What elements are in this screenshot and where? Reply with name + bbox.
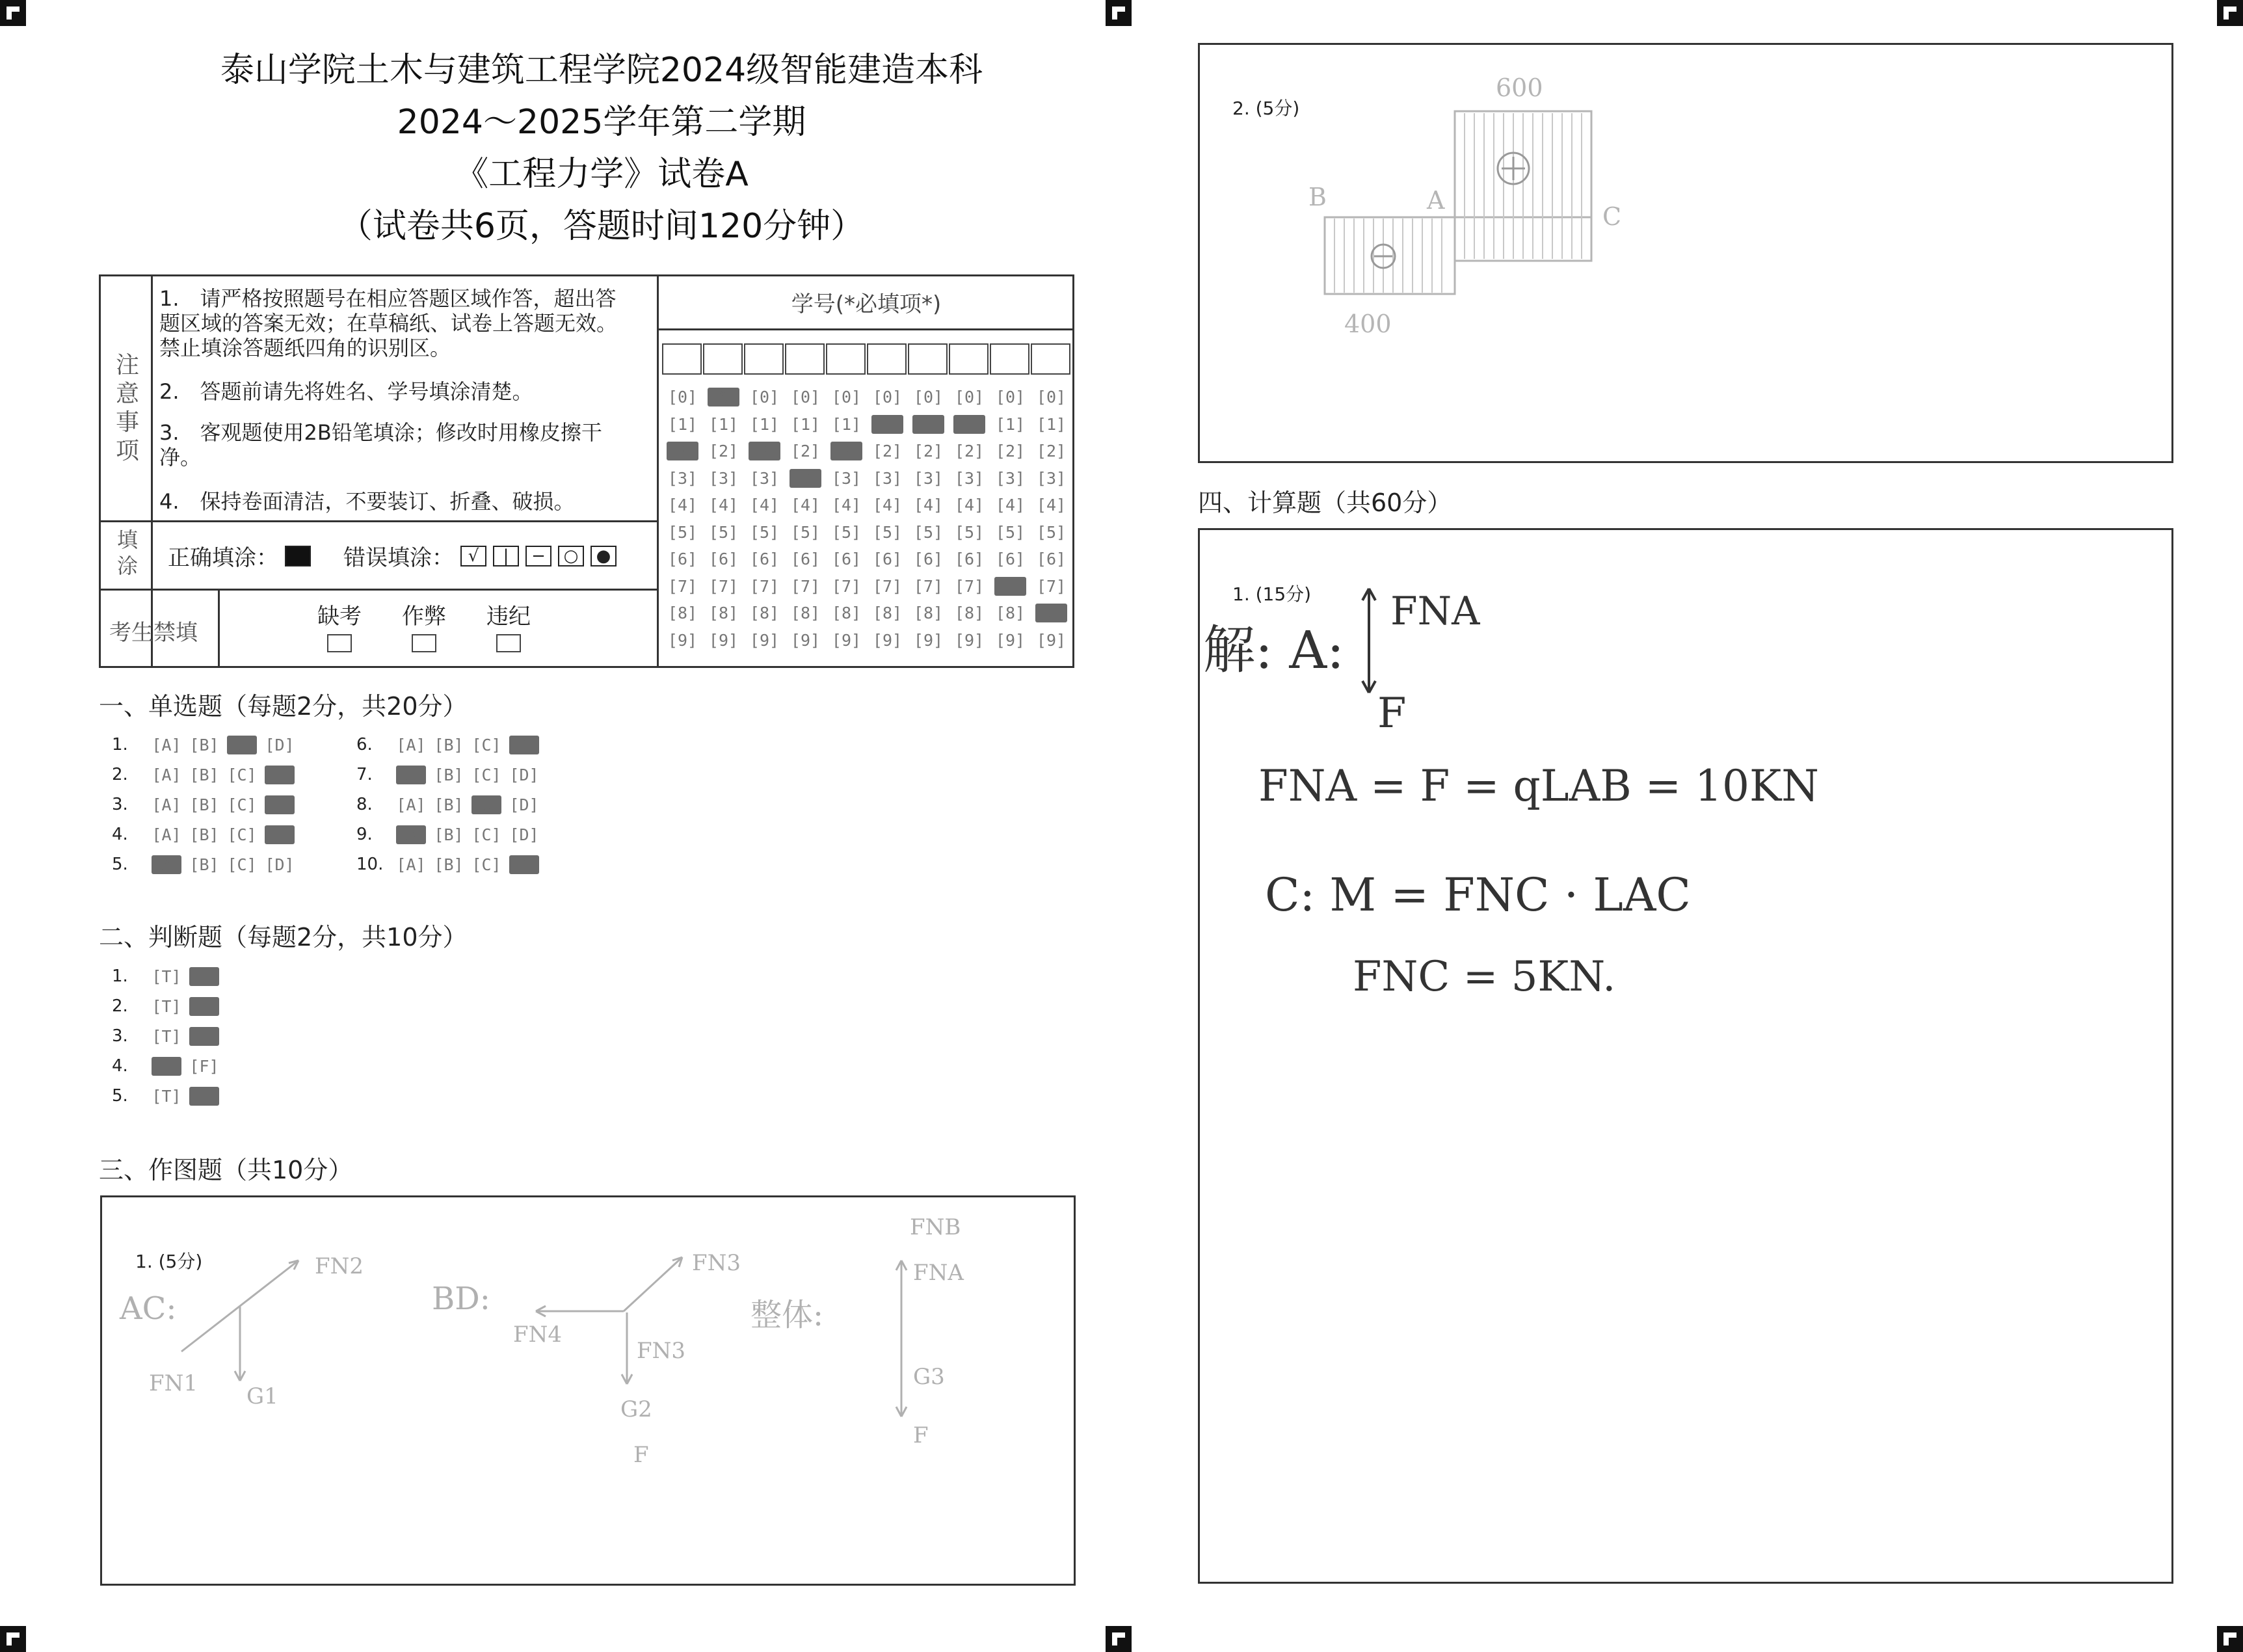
force-label: F (633, 1442, 649, 1468)
calc-line-solution: 解: A: (1203, 620, 1345, 680)
calc-force-f: F (1377, 689, 1407, 738)
student-id-bubble[interactable]: [1] (995, 414, 1026, 434)
student-id-cells[interactable] (662, 343, 1072, 375)
student-id-bubble[interactable]: [9] (790, 630, 821, 650)
ban-item-absent: 缺考 (317, 604, 362, 630)
force-label: G3 (913, 1364, 945, 1390)
info-table-divider (218, 589, 220, 667)
student-id-bubble[interactable]: [0] (1036, 388, 1067, 406)
student-id-title: 学号(*必填项*) (791, 291, 942, 317)
single-choice-question (112, 735, 299, 754)
student-id-bubble[interactable]: [0] (749, 388, 780, 406)
info-table-divider (99, 589, 658, 591)
answer-bubble[interactable]: [B] (189, 735, 219, 754)
true-false-question (112, 996, 223, 1016)
force-label: FN4 (513, 1322, 562, 1348)
drawing-part-whole: 整体: (750, 1297, 824, 1333)
student-id-bubble[interactable]: [2] (995, 442, 1026, 460)
student-id-bubble[interactable]: [7] (749, 576, 780, 596)
fill-wrong-sample: − (525, 546, 551, 566)
force-label: G1 (246, 1383, 278, 1409)
section-drawing: 三、作图题（共10分） (99, 1156, 353, 1184)
student-id-bubble[interactable]: [1] (749, 414, 780, 434)
student-id-bubble[interactable]: [8] (708, 604, 739, 622)
student-id-bubble[interactable]: [0] (913, 388, 944, 406)
diagram-label-c: C (1602, 202, 1622, 231)
force-label: G2 (620, 1396, 652, 1422)
answer-bubble[interactable]: [T] (152, 1026, 181, 1046)
student-id-bubble[interactable]: [6] (708, 550, 739, 568)
drawing-q2-label: 2. (5分) (1232, 98, 1300, 119)
student-id-bubble[interactable]: [7] (790, 576, 821, 596)
answer-bubble[interactable]: [T] (152, 1056, 181, 1076)
force-label: FN3 (637, 1338, 685, 1364)
question-number: 6. (356, 735, 373, 754)
student-id-bubble[interactable]: [0] (872, 388, 903, 406)
calc-line-equation-2: C: M = FNC · LAC (1265, 868, 1691, 922)
answer-bubble[interactable]: [C] (471, 735, 501, 754)
question-number: 2. (112, 996, 128, 1016)
student-id-cell[interactable] (908, 343, 948, 375)
exam-title-line4: （试卷共6页，答题时间120分钟） (338, 207, 865, 246)
student-id-bubble[interactable]: [6] (831, 550, 862, 568)
student-id-bubble[interactable]: [5] (790, 522, 821, 542)
answer-bubble[interactable]: [C] (227, 765, 257, 784)
answer-bubble[interactable]: [D] (265, 735, 295, 754)
answer-bubble[interactable]: [A] (396, 825, 426, 844)
question-number: 10. (356, 855, 384, 874)
single-choice-question (356, 855, 543, 874)
force-label: FNA (913, 1260, 964, 1286)
student-id-bubble[interactable]: [9] (667, 630, 698, 650)
student-id-bubble[interactable]: [6] (749, 550, 780, 568)
ban-checkbox-violation[interactable] (496, 634, 521, 652)
diagram-label-b: B (1308, 183, 1327, 211)
fill-wrong-sample: ○ (558, 546, 584, 566)
student-id-bubble[interactable]: [5] (872, 522, 903, 542)
corner-marker-bottom-right (2217, 1626, 2243, 1652)
answer-bubble[interactable]: [A] (152, 825, 181, 844)
answer-bubble[interactable]: [C] (227, 825, 257, 844)
answer-bubble[interactable]: [F] (189, 966, 219, 986)
info-table-divider (657, 328, 1074, 330)
question-number: 3. (112, 1026, 128, 1046)
student-id-bubble[interactable]: [9] (831, 630, 862, 650)
answer-bubble[interactable]: [B] (189, 855, 219, 874)
question-number: 7. (356, 765, 373, 784)
student-id-bubble[interactable]: [5] (913, 522, 944, 542)
answer-bubble[interactable]: [C] (227, 795, 257, 814)
student-id-bubble[interactable]: [7] (1036, 576, 1067, 596)
student-id-bubble[interactable]: [1] (954, 414, 985, 434)
answer-bubble[interactable]: [D] (265, 765, 295, 784)
force-label: FN3 (692, 1250, 741, 1276)
calc-line-equation-1: FNA = F = qLAB = 10KN (1258, 761, 1820, 811)
student-id-bubble[interactable]: [1] (790, 414, 821, 434)
fill-correct-sample (285, 546, 311, 566)
student-id-bubble[interactable]: [6] (954, 550, 985, 568)
fill-correct-label: 正确填涂： (168, 545, 278, 571)
question-number: 5. (112, 1086, 128, 1106)
answer-bubble[interactable]: [C] (471, 855, 501, 874)
answer-bubble[interactable]: [B] (434, 825, 464, 844)
student-id-bubble[interactable]: [5] (954, 522, 985, 542)
drawing-q1-label: 1. (5分) (135, 1251, 203, 1272)
answer-bubble[interactable]: [D] (509, 765, 539, 784)
single-choice-question (112, 765, 299, 784)
notice-item-3: 3. 客观题使用2B铅笔填涂；修改时用橡皮擦干净。 (159, 420, 602, 470)
student-id-bubble[interactable]: [5] (831, 522, 862, 542)
force-label: F (913, 1422, 929, 1448)
notice-item-2: 2. 答题前请先将姓名、学号填涂清楚。 (159, 379, 533, 404)
single-choice-question (112, 795, 299, 814)
student-id-bubble[interactable]: [3] (995, 468, 1026, 488)
student-id-bubble[interactable]: [4] (749, 496, 780, 514)
corner-marker-top-center (1106, 0, 1132, 26)
student-id-bubble[interactable]: [4] (913, 496, 944, 514)
ban-checkbox-cheat[interactable] (412, 634, 436, 652)
student-id-bubble[interactable]: [3] (749, 468, 780, 488)
section-true-false: 二、判断题（每题2分，共10分） (99, 923, 468, 952)
corner-marker-bottom-center (1106, 1626, 1132, 1652)
answer-bubble[interactable]: [B] (434, 735, 464, 754)
calculation-q1-panel[interactable] (1198, 528, 2173, 1584)
student-id-bubble[interactable]: [2] (667, 442, 698, 460)
single-choice-question (356, 825, 543, 844)
answer-bubble[interactable]: [A] (396, 765, 426, 784)
student-id-bubble[interactable]: [6] (995, 550, 1026, 568)
exam-title-line3: 《工程力学》试卷A (455, 155, 749, 194)
question-number: 5. (112, 855, 128, 874)
single-choice-question (112, 825, 299, 844)
notice-item-4: 4. 保持卷面清洁，不要装订、折叠、破损。 (159, 489, 575, 514)
student-id-bubble[interactable]: [2] (708, 442, 739, 460)
fill-wrong-label: 错误填涂： (343, 545, 454, 571)
student-id-bubble[interactable]: [7] (913, 576, 944, 596)
answer-bubble[interactable]: [D] (265, 795, 295, 814)
student-id-bubble[interactable]: [2] (1036, 442, 1067, 460)
student-id-cell[interactable] (744, 343, 784, 375)
student-id-bubble[interactable]: [2] (954, 442, 985, 460)
student-id-bubble[interactable]: [8] (790, 604, 821, 622)
student-id-row (662, 546, 1072, 573)
single-choice-question (112, 855, 299, 874)
calculation-q1-label: 1. (15分) (1232, 583, 1312, 605)
answer-bubble[interactable]: [F] (189, 1056, 219, 1076)
answer-bubble[interactable]: [B] (189, 795, 219, 814)
answer-bubble[interactable]: [A] (396, 855, 426, 874)
student-id-bubble[interactable]: [4] (831, 496, 862, 514)
corner-marker-top-left (0, 0, 26, 26)
drawing-part-ac: AC: (120, 1290, 177, 1327)
corner-marker-bottom-left (0, 1626, 26, 1652)
fill-wrong-sample: √ (460, 546, 486, 566)
student-id-bubble[interactable]: [8] (995, 604, 1026, 622)
info-table-divider (657, 274, 659, 668)
answer-bubble[interactable]: [A] (152, 765, 181, 784)
student-id-bubble[interactable]: [5] (708, 522, 739, 542)
true-false-question (112, 1026, 223, 1046)
answer-bubble[interactable]: [A] (152, 795, 181, 814)
question-number: 9. (356, 825, 373, 844)
answer-bubble[interactable]: [A] (152, 855, 181, 874)
single-choice-question (356, 765, 543, 784)
question-number: 2. (112, 765, 128, 784)
student-id-bubble[interactable]: [9] (995, 630, 1026, 650)
diagram-label-bottom: 400 (1344, 310, 1392, 338)
student-id-bubble[interactable]: [7] (995, 576, 1026, 596)
answer-bubble[interactable]: [T] (152, 996, 181, 1016)
true-false-question (112, 1056, 223, 1076)
answer-bubble[interactable]: [D] (265, 855, 295, 874)
student-id-bubble[interactable]: [1] (708, 414, 739, 434)
exam-title-line2: 2024～2025学年第二学期 (397, 103, 806, 142)
answer-bubble[interactable]: [D] (509, 825, 539, 844)
student-id-bubble[interactable]: [2] (749, 442, 780, 460)
student-id-bubble[interactable]: [2] (913, 442, 944, 460)
student-id-bubble[interactable]: [1] (667, 414, 698, 434)
student-id-row (662, 492, 1072, 519)
student-id-bubble[interactable]: [1] (831, 414, 862, 434)
student-id-bubble[interactable]: [5] (1036, 522, 1067, 542)
student-id-bubble[interactable]: [7] (872, 576, 903, 596)
answer-bubble[interactable]: [T] (152, 1086, 181, 1106)
student-id-bubble[interactable]: [0] (790, 388, 821, 406)
student-id-bubble[interactable]: [4] (667, 496, 698, 514)
question-number: 3. (112, 795, 128, 814)
student-id-bubble[interactable]: [5] (749, 522, 780, 542)
student-id-bubble[interactable]: [4] (954, 496, 985, 514)
student-id-bubble[interactable]: [2] (831, 442, 862, 460)
student-id-bubble[interactable]: [3] (790, 468, 821, 488)
student-id-bubble[interactable]: [8] (872, 604, 903, 622)
student-id-bubble[interactable]: [9] (913, 630, 944, 650)
info-table-divider (99, 520, 658, 522)
fill-label: 填涂 (116, 527, 138, 578)
student-id-bubble[interactable]: [0] (995, 388, 1026, 406)
student-id-bubble[interactable]: [0] (954, 388, 985, 406)
fill-wrong-sample: | (493, 546, 519, 566)
answer-bubble[interactable]: [F] (189, 1086, 219, 1106)
student-id-bubble[interactable]: [8] (913, 604, 944, 622)
student-id-bubble[interactable]: [4] (708, 496, 739, 514)
answer-bubble[interactable]: [D] (509, 855, 539, 874)
student-id-bubble[interactable]: [1] (1036, 414, 1067, 434)
student-id-bubble[interactable]: [5] (667, 522, 698, 542)
student-id-cell[interactable] (662, 343, 702, 375)
student-id-bubble[interactable]: [8] (831, 604, 862, 622)
fill-wrong-sample: ● (591, 546, 617, 566)
answer-bubble[interactable]: [A] (396, 735, 426, 754)
student-id-cell[interactable] (990, 343, 1029, 375)
ban-item-violation: 违纪 (486, 604, 531, 630)
section-calculation: 四、计算题（共60分） (1198, 488, 1452, 517)
true-false-question (112, 1086, 223, 1106)
student-id-bubble[interactable]: [3] (872, 468, 903, 488)
single-choice-question (356, 735, 543, 754)
answer-bubble[interactable]: [A] (396, 795, 426, 814)
student-id-bubble[interactable]: [7] (954, 576, 985, 596)
student-id-cell[interactable] (785, 343, 825, 375)
answer-bubble[interactable]: [B] (189, 765, 219, 784)
answer-bubble[interactable]: [A] (152, 735, 181, 754)
student-id-row (662, 600, 1072, 627)
student-id-cell[interactable] (703, 343, 743, 375)
question-number: 4. (112, 1056, 128, 1076)
student-id-bubble[interactable]: [0] (831, 388, 862, 406)
corner-marker-top-right (2217, 0, 2243, 26)
ban-item-cheat: 作弊 (402, 604, 446, 630)
answer-bubble[interactable]: [D] (265, 825, 295, 844)
student-id-bubble[interactable]: [7] (831, 576, 862, 596)
student-id-bubble[interactable]: [3] (1036, 468, 1067, 488)
answer-bubble[interactable]: [C] (227, 735, 257, 754)
student-id-bubble[interactable]: [6] (1036, 550, 1067, 568)
student-id-bubble[interactable]: [6] (913, 550, 944, 568)
diagram-label-top: 600 (1496, 73, 1543, 102)
student-id-row (662, 519, 1072, 546)
answer-bubble[interactable]: [C] (471, 765, 501, 784)
student-id-bubble[interactable]: [2] (872, 442, 903, 460)
answer-bubble[interactable]: [B] (434, 765, 464, 784)
student-id-bubble[interactable]: [4] (1036, 496, 1067, 514)
answer-bubble[interactable]: [T] (152, 966, 181, 986)
force-label: FNB (910, 1214, 961, 1240)
student-id-bubble[interactable]: [0] (708, 388, 739, 406)
student-id-bubble-grid[interactable] (662, 384, 1072, 654)
force-label: FN2 (315, 1253, 364, 1279)
student-id-bubble[interactable]: [0] (667, 388, 698, 406)
student-id-bubble[interactable]: [6] (790, 550, 821, 568)
student-id-row (662, 573, 1072, 600)
student-id-bubble[interactable]: [9] (708, 630, 739, 650)
drawing-q2-diagram (1198, 43, 2173, 463)
student-id-bubble[interactable]: [1] (913, 414, 944, 434)
student-id-bubble[interactable]: [3] (831, 468, 862, 488)
answer-bubble[interactable]: [B] (189, 825, 219, 844)
student-id-cell[interactable] (1031, 343, 1070, 375)
student-id-bubble[interactable]: [4] (790, 496, 821, 514)
student-id-cell[interactable] (826, 343, 866, 375)
student-id-bubble[interactable]: [9] (749, 630, 780, 650)
true-false-question (112, 966, 223, 986)
question-number: 8. (356, 795, 373, 814)
answer-bubble[interactable]: [F] (189, 1026, 219, 1046)
drawing-part-bd: BD: (432, 1281, 490, 1317)
student-id-bubble[interactable]: [5] (995, 522, 1026, 542)
student-id-bubble[interactable]: [7] (708, 576, 739, 596)
answer-bubble[interactable]: [D] (509, 735, 539, 754)
single-choice-question (356, 795, 543, 814)
fill-legend (168, 540, 623, 572)
answer-bubble[interactable]: [C] (471, 825, 501, 844)
student-id-bubble[interactable]: [4] (872, 496, 903, 514)
info-table-divider (151, 274, 153, 668)
student-id-bubble[interactable]: [9] (872, 630, 903, 650)
drawing-q1-sketch (100, 1195, 1076, 1586)
force-label: FN1 (149, 1370, 198, 1396)
answer-bubble[interactable]: [C] (227, 855, 257, 874)
student-id-row (662, 465, 1072, 492)
student-id-row (662, 627, 1072, 654)
student-id-bubble[interactable]: [2] (790, 442, 821, 460)
ban-label: 考生禁填 (109, 620, 198, 646)
answer-bubble[interactable]: [B] (434, 855, 464, 874)
question-number: 1. (112, 735, 128, 754)
student-id-bubble[interactable]: [4] (995, 496, 1026, 514)
answer-bubble[interactable]: [C] (471, 795, 501, 814)
section-single-choice: 一、单选题（每题2分，共20分） (99, 692, 468, 721)
diagram-label-a: A (1427, 186, 1445, 215)
student-id-bubble[interactable]: [7] (667, 576, 698, 596)
student-id-cell[interactable] (867, 343, 907, 375)
student-id-row (662, 438, 1072, 465)
student-id-bubble[interactable]: [8] (1036, 604, 1067, 622)
student-id-bubble[interactable]: [3] (954, 468, 985, 488)
ban-checkbox-absent[interactable] (327, 634, 352, 652)
calc-force-fna: FNA (1390, 589, 1480, 634)
student-id-bubble[interactable]: [8] (954, 604, 985, 622)
student-id-bubble[interactable]: [3] (913, 468, 944, 488)
student-id-cell[interactable] (949, 343, 989, 375)
student-id-row (662, 411, 1072, 438)
exam-title-line1: 泰山学院土木与建筑工程学院2024级智能建造本科 (220, 51, 983, 90)
student-id-bubble[interactable]: [1] (872, 414, 903, 434)
notice-item-1: 1. 请严格按照题号在相应答题区域作答，超出答题区域的答案无效；在草稿纸、试卷上答题无效。禁止填涂答题纸四角的识别区。 (159, 286, 618, 360)
student-id-bubble[interactable]: [3] (667, 468, 698, 488)
answer-bubble[interactable]: [F] (189, 996, 219, 1016)
question-number: 1. (112, 966, 128, 986)
student-id-bubble[interactable]: [8] (667, 604, 698, 622)
answer-bubble[interactable]: [B] (434, 795, 464, 814)
student-id-bubble[interactable]: [6] (667, 550, 698, 568)
answer-bubble[interactable]: [D] (509, 795, 539, 814)
student-id-row (662, 384, 1072, 411)
question-number: 4. (112, 825, 128, 844)
student-id-bubble[interactable]: [3] (708, 468, 739, 488)
student-id-bubble[interactable]: [8] (749, 604, 780, 622)
student-id-bubble[interactable]: [9] (1036, 630, 1067, 650)
notice-label: 注意事项 (115, 352, 139, 464)
student-id-bubble[interactable]: [6] (872, 550, 903, 568)
calc-line-result: FNC = 5KN. (1353, 953, 1616, 1001)
student-id-bubble[interactable]: [9] (954, 630, 985, 650)
